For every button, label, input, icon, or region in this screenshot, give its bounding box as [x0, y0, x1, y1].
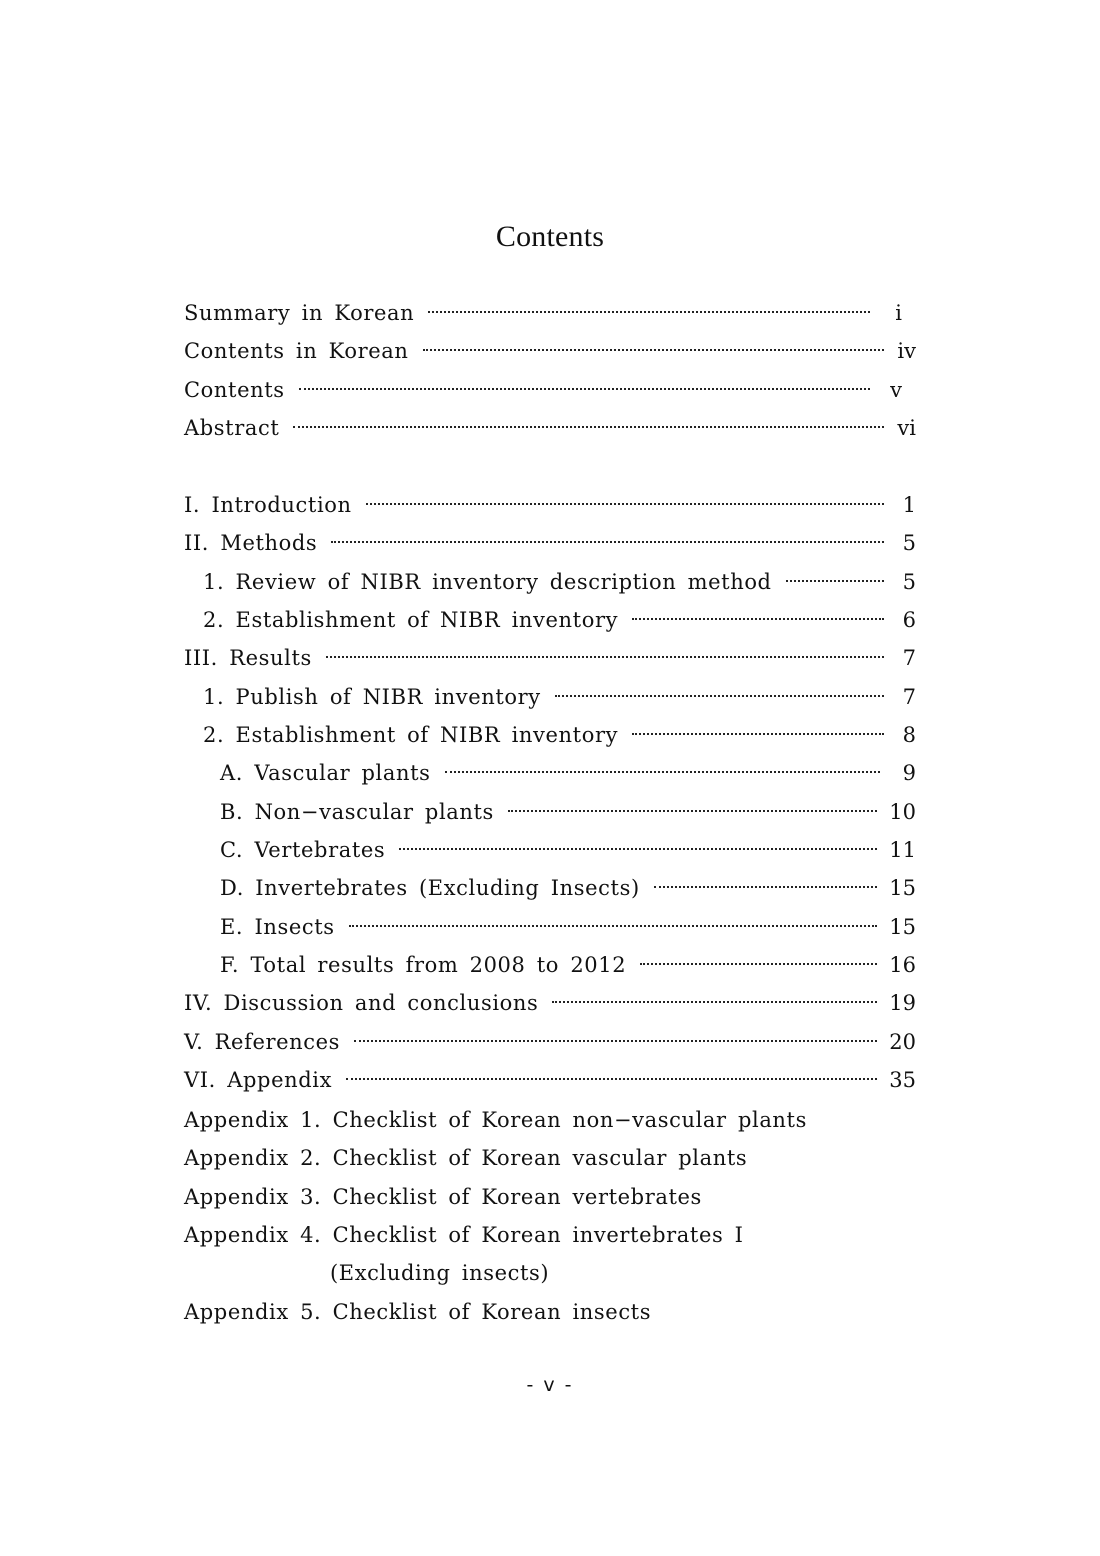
- page-number: - v -: [526, 1374, 574, 1396]
- toc-entry[interactable]: [184, 953, 916, 991]
- toc-entry-page: 6: [902, 608, 916, 633]
- dot-leader: [354, 1040, 877, 1042]
- toc-entry-page: 7: [902, 684, 916, 709]
- toc-entry[interactable]: [184, 685, 916, 723]
- toc-entry-page: 16: [889, 953, 916, 978]
- dot-leader: [331, 541, 884, 543]
- dot-leader: [293, 426, 884, 428]
- toc-entry[interactable]: [184, 493, 916, 531]
- toc-entry-page: vi: [897, 416, 916, 441]
- toc-entry[interactable]: [184, 1068, 916, 1106]
- page-title: Contents: [495, 220, 605, 253]
- dot-leader: [555, 695, 884, 697]
- appendix-item-continuation: (Excluding insects): [330, 1261, 550, 1286]
- toc-entry-label: II. Methods: [184, 531, 318, 556]
- toc-entry-label: Contents: [184, 377, 285, 402]
- appendix-item[interactable]: Appendix 4. Checklist of Korean invertebrates I: [184, 1223, 744, 1248]
- toc-entry-page: i: [895, 301, 902, 325]
- toc-entry-page: 10: [889, 799, 916, 824]
- toc-entry[interactable]: [184, 646, 916, 684]
- toc-entry-label: 2. Establishment of NIBR inventory: [203, 723, 619, 748]
- toc-entry-page: v: [890, 377, 902, 402]
- toc-entry[interactable]: [184, 531, 916, 569]
- dot-leader: [299, 388, 870, 390]
- dot-leader: [640, 963, 877, 965]
- toc-entry-label: 2. Establishment of NIBR inventory: [203, 608, 619, 633]
- toc-entry-page: 7: [902, 646, 916, 671]
- toc-entry-label: Abstract: [184, 416, 280, 441]
- toc-entry-label: III. Results: [184, 646, 312, 671]
- toc-entry-label: IV. Discussion and conclusions: [184, 991, 539, 1016]
- toc-entry-label: VI. Appendix: [184, 1068, 333, 1093]
- toc-entry-page: 15: [889, 876, 916, 901]
- toc-entry[interactable]: [184, 570, 916, 608]
- sections-list: [184, 493, 916, 1107]
- dot-leader: [654, 886, 878, 888]
- dot-leader: [366, 503, 884, 505]
- toc-entry-label: B. Non−vascular plants: [220, 799, 494, 824]
- toc-entry-page: 9: [902, 761, 916, 786]
- dot-leader: [349, 925, 878, 927]
- dot-leader: [423, 349, 884, 351]
- toc-entry[interactable]: [184, 416, 916, 454]
- front-matter-list: [184, 301, 916, 454]
- toc-entry[interactable]: [184, 608, 916, 646]
- toc-entry[interactable]: [184, 838, 916, 876]
- toc-entry-label: V. References: [184, 1029, 341, 1054]
- toc-entry-page: 20: [889, 1029, 916, 1054]
- dot-leader: [326, 656, 884, 658]
- toc-entry-page: 8: [902, 723, 916, 748]
- toc-entry-page: 1: [902, 493, 916, 517]
- toc-entry[interactable]: [184, 339, 916, 377]
- toc-entry-page: 11: [889, 838, 916, 863]
- toc-entry-label: 1. Publish of NIBR inventory: [203, 684, 541, 709]
- toc-entry[interactable]: [184, 915, 916, 953]
- toc-entry-label: Contents in Korean: [184, 339, 409, 364]
- dot-leader: [445, 771, 880, 773]
- toc-entry-label: Summary in Korean: [184, 301, 415, 325]
- toc-entry[interactable]: [184, 800, 916, 838]
- toc-entry-label: D. Invertebrates (Excluding Insects): [220, 876, 640, 901]
- toc-entry-page: 5: [902, 569, 916, 594]
- toc-entry[interactable]: [184, 378, 916, 416]
- toc-entry-label: F. Total results from 2008 to 2012: [220, 953, 627, 978]
- toc-entry[interactable]: [184, 761, 916, 799]
- appendix-item[interactable]: Appendix 3. Checklist of Korean vertebrates: [184, 1184, 702, 1209]
- toc-entry[interactable]: [184, 1030, 916, 1068]
- toc-entry-page: 19: [889, 991, 916, 1016]
- appendix-item[interactable]: Appendix 2. Checklist of Korean vascular plants: [184, 1146, 748, 1171]
- appendix-list: [184, 1108, 807, 1338]
- dot-leader: [552, 1001, 877, 1003]
- toc-entry[interactable]: [184, 723, 916, 761]
- dot-leader: [508, 810, 877, 812]
- toc-entry-page: 35: [889, 1068, 916, 1093]
- toc-entry-page: iv: [897, 339, 916, 364]
- dot-leader: [346, 1078, 877, 1080]
- toc-entry-label: E. Insects: [220, 914, 335, 939]
- dot-leader: [632, 618, 884, 620]
- appendix-item[interactable]: Appendix 1. Checklist of Korean non−vascular plants: [184, 1108, 807, 1132]
- toc-entry-label: C. Vertebrates: [220, 838, 386, 863]
- toc-entry-label: I. Introduction: [184, 493, 352, 517]
- toc-entry[interactable]: [184, 876, 916, 914]
- dot-leader: [786, 580, 884, 582]
- toc-entry-label: 1. Review of NIBR inventory description method: [203, 569, 772, 594]
- dot-leader: [632, 733, 884, 735]
- toc-entry[interactable]: [184, 991, 916, 1029]
- toc-entry[interactable]: [184, 301, 916, 339]
- dot-leader: [399, 848, 877, 850]
- dot-leader: [428, 311, 870, 313]
- appendix-item[interactable]: Appendix 5. Checklist of Korean insects: [184, 1299, 652, 1324]
- toc-entry-page: 5: [902, 531, 916, 556]
- toc-entry-label: A. Vascular plants: [220, 761, 431, 786]
- toc-entry-page: 15: [889, 914, 916, 939]
